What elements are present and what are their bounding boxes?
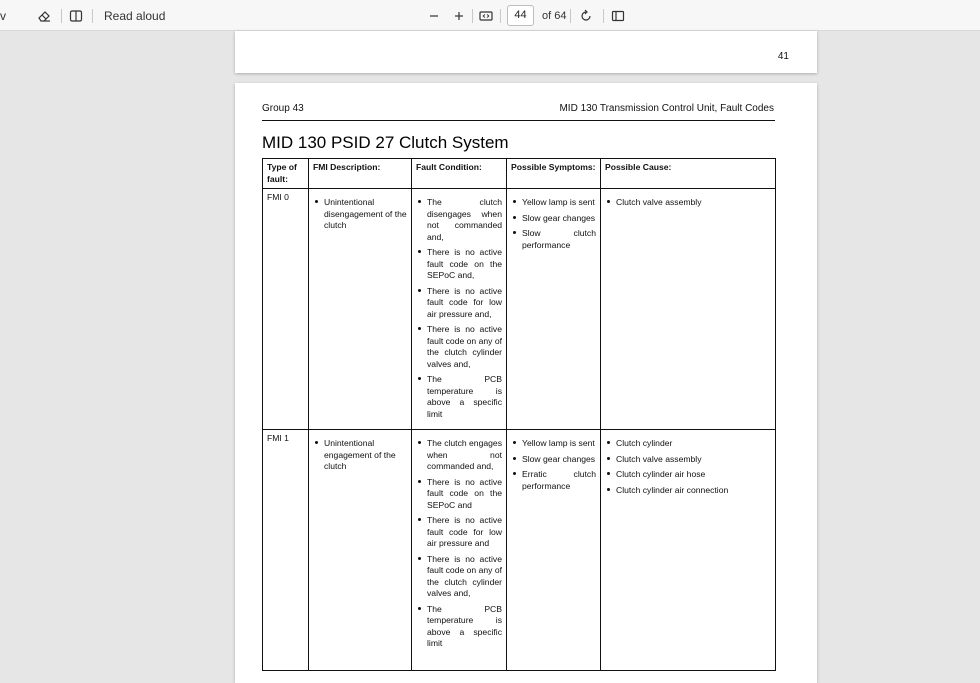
toolbar-divider — [472, 9, 473, 23]
list-item: Unintentional engagement of the clutch — [313, 438, 407, 473]
page-number: 41 — [777, 51, 789, 62]
pdf-toolbar — [0, 0, 980, 31]
toolbar-overflow-label[interactable]: v — [0, 9, 6, 23]
rotate-icon[interactable] — [578, 8, 594, 24]
list-item: Slow gear changes — [511, 213, 596, 225]
list-item: Clutch cylinder air connection — [605, 485, 771, 497]
column-header: Possible Cause: — [601, 159, 776, 189]
column-header: FMI Description: — [309, 159, 412, 189]
page-total-label: of 64 — [542, 10, 567, 22]
immersive-reader-icon[interactable] — [68, 8, 84, 24]
cause-cell — [601, 189, 776, 430]
description-cell — [309, 189, 412, 430]
condition-cell — [412, 189, 507, 430]
list-item: Clutch valve assembly — [605, 454, 771, 466]
fault-type-cell: FMI 0 — [263, 189, 309, 430]
table-row — [263, 430, 776, 671]
read-aloud-button[interactable]: Read aloud — [104, 9, 166, 23]
header-section: MID 130 Transmission Control Unit, Fault Codes — [559, 103, 774, 114]
list-item: Unintentional disengagement of the clutch — [313, 197, 407, 232]
condition-cell — [412, 430, 507, 671]
list-item: There is no active fault code for low air pressure and — [416, 515, 502, 550]
zoom-in-icon[interactable] — [451, 8, 467, 24]
list-item: Slow gear changes — [511, 454, 596, 466]
toolbar-divider — [603, 9, 604, 23]
fault-type-cell: FMI 1 — [263, 430, 309, 671]
description-cell — [309, 430, 412, 671]
column-header: Fault Condition: — [412, 159, 507, 189]
list-item: Clutch cylinder air hose — [605, 469, 771, 481]
list-item: Erratic clutch performance — [511, 469, 596, 492]
list-item: Yellow lamp is sent — [511, 197, 596, 209]
list-item: The PCB temperature is above a specific limit — [416, 374, 502, 420]
page-number-input[interactable]: 44 — [507, 5, 534, 26]
page-title: MID 130 PSID 27 Clutch System — [262, 133, 509, 152]
document-page — [235, 83, 817, 683]
cause-cell — [601, 430, 776, 671]
column-header: Possible Symptoms: — [507, 159, 601, 189]
list-item: The clutch engages when not commanded and, — [416, 438, 502, 473]
list-item: Slow clutch performance — [511, 228, 596, 251]
fit-to-page-icon[interactable] — [478, 8, 494, 24]
list-item: There is no active fault code for low air pressure and, — [416, 286, 502, 321]
symptoms-cell — [507, 430, 601, 671]
header-group: Group 43 — [262, 103, 304, 114]
toolbar-divider — [92, 9, 93, 23]
list-item: Clutch cylinder — [605, 438, 771, 450]
list-item: Clutch valve assembly — [605, 197, 771, 209]
list-item: The PCB temperature is above a specific limit — [416, 604, 502, 650]
symptoms-cell — [507, 189, 601, 430]
list-item: There is no active fault code on the SEPoC and — [416, 477, 502, 512]
list-item: The clutch disengages when not commanded and, — [416, 197, 502, 243]
column-header: Type of fault: — [263, 159, 309, 189]
toolbar-divider — [500, 9, 501, 23]
table-header-row — [263, 159, 776, 189]
page-view-icon[interactable] — [610, 8, 626, 24]
list-item: There is no active fault code on any of the clutch cylinder valves and, — [416, 554, 502, 600]
toolbar-divider — [61, 9, 62, 23]
fault-code-table — [262, 158, 776, 671]
previous-page — [235, 31, 817, 73]
list-item: There is no active fault code on any of the clutch cylinder valves and, — [416, 324, 502, 370]
toolbar-divider — [570, 9, 571, 23]
eraser-icon[interactable] — [36, 8, 52, 24]
table-row — [263, 189, 776, 430]
header-rule — [262, 120, 775, 121]
list-item: Yellow lamp is sent — [511, 438, 596, 450]
zoom-out-icon[interactable] — [426, 8, 442, 24]
list-item: There is no active fault code on the SEPoC and, — [416, 247, 502, 282]
